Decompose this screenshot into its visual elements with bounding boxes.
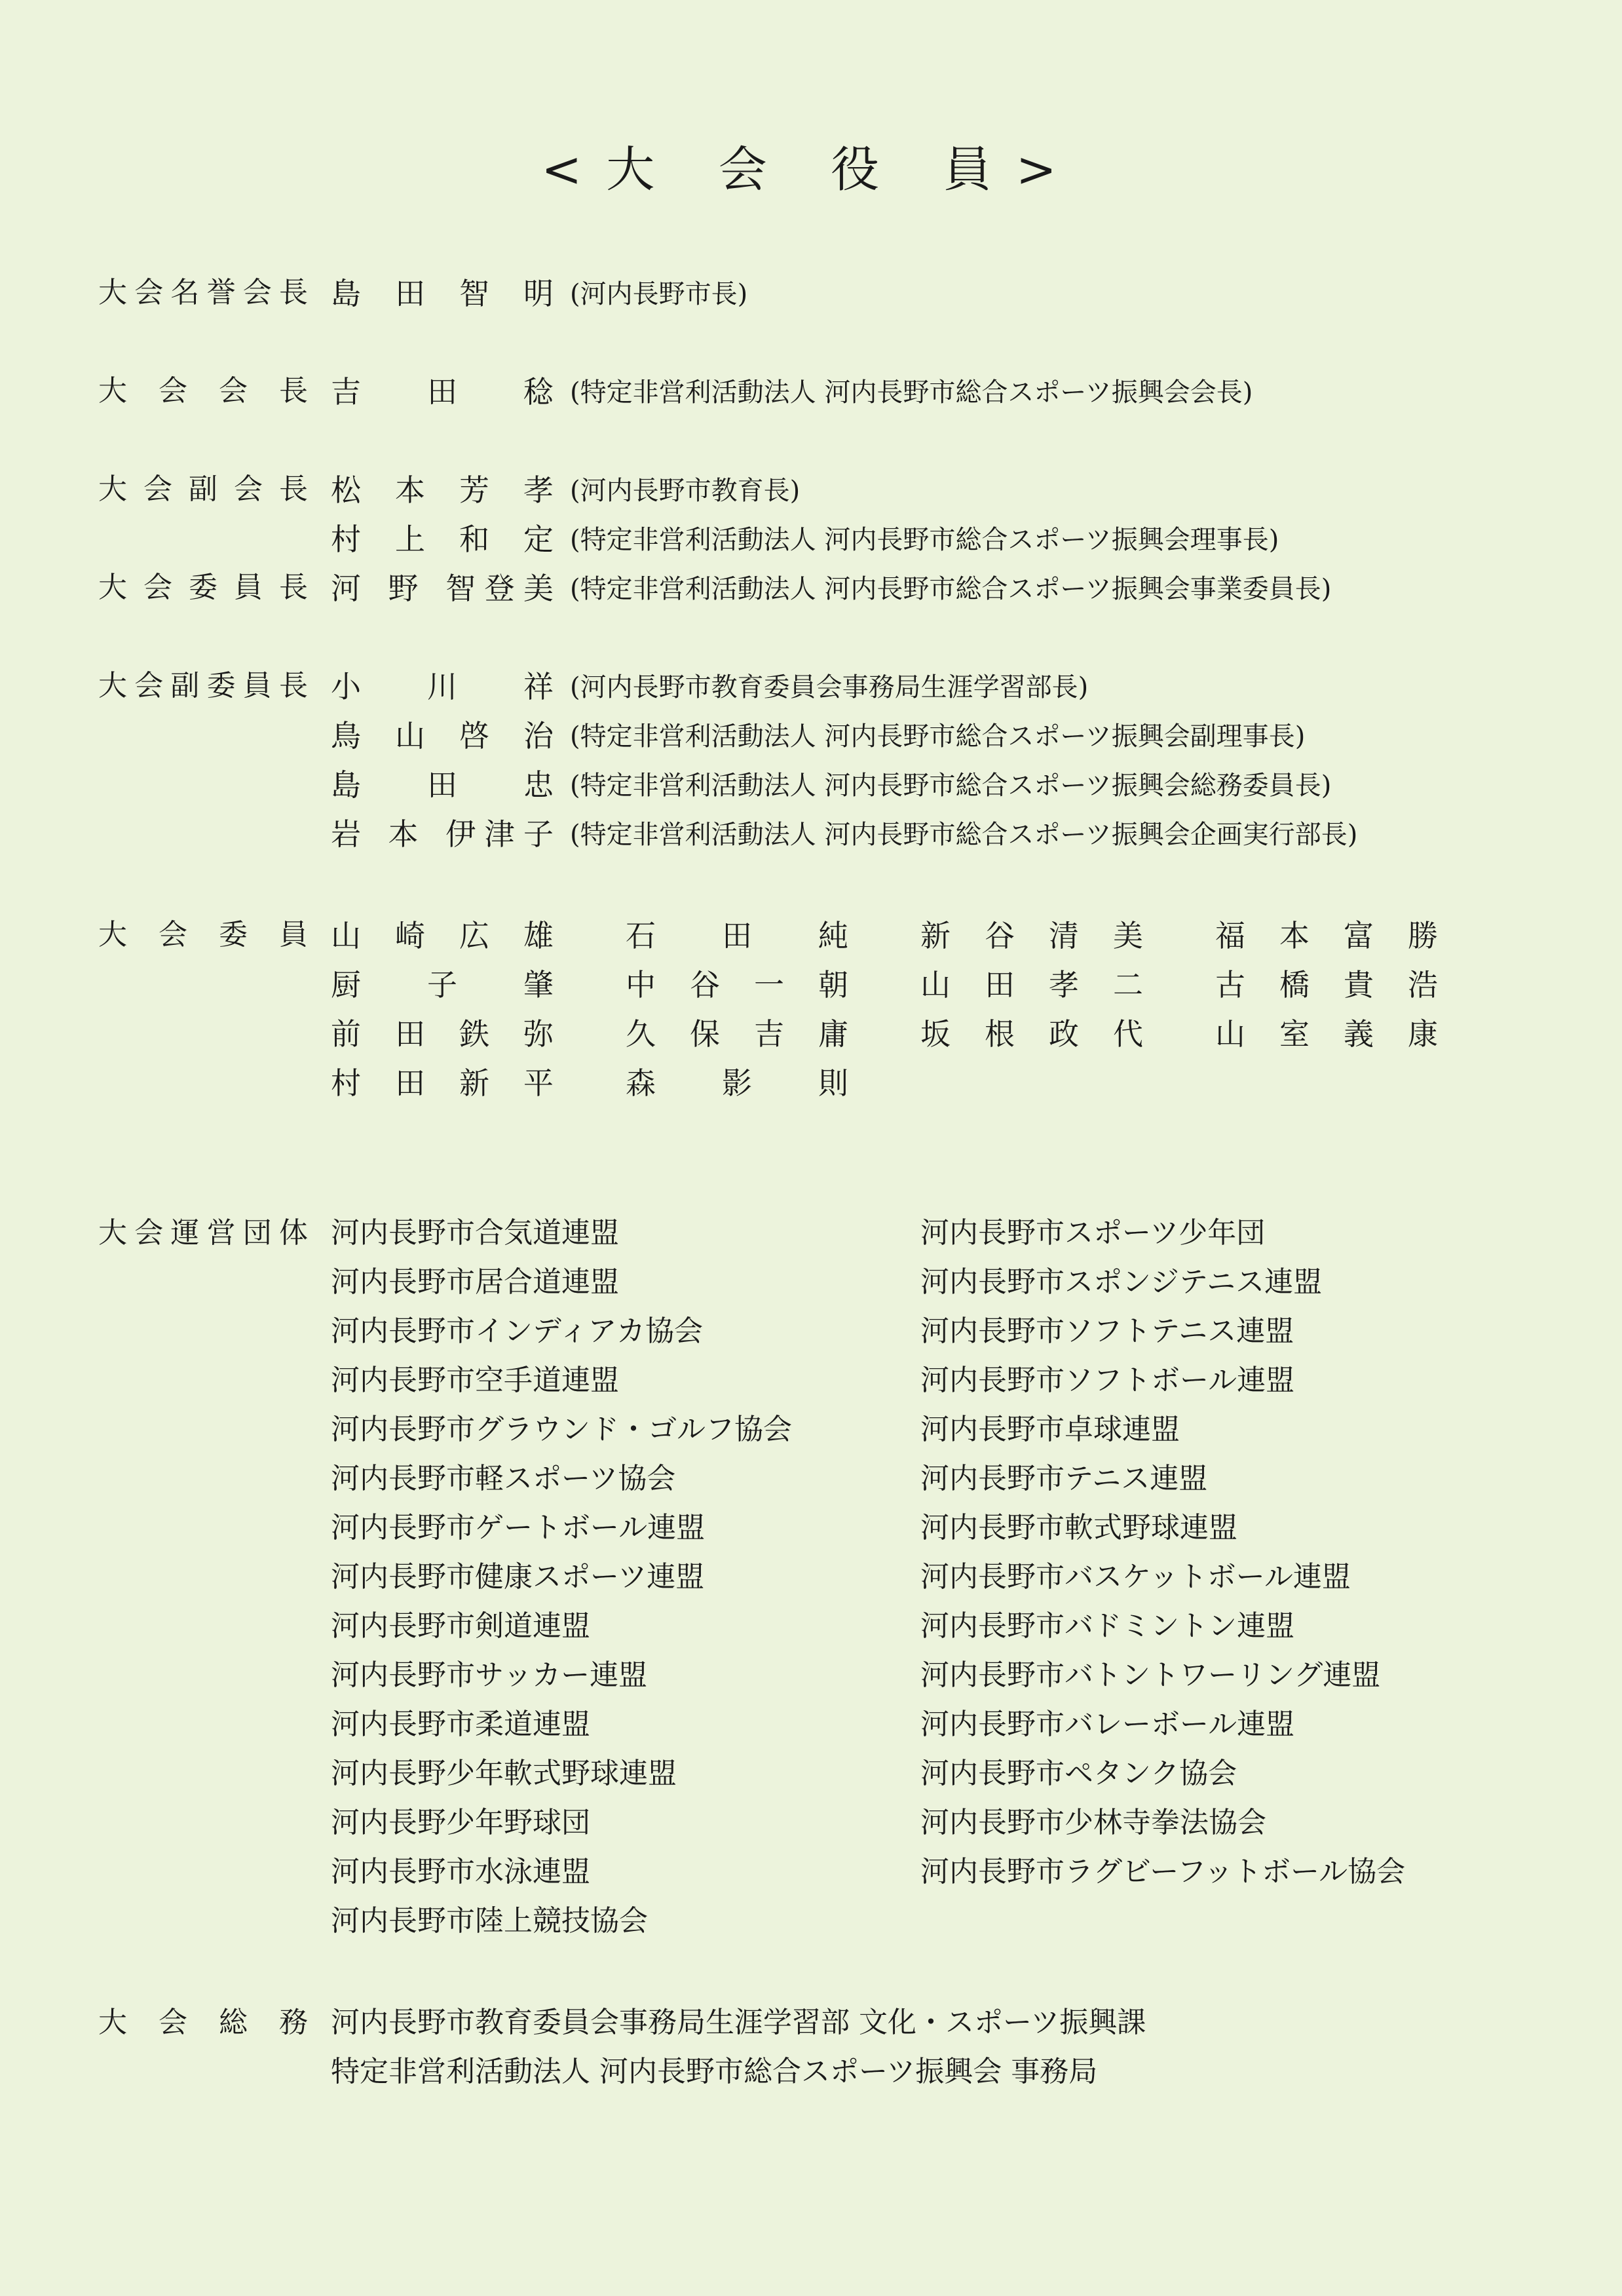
organization-item: 河内長野市ソフトテニス連盟: [920, 1314, 1294, 1348]
organization-item: 河内長野市居合道連盟: [331, 1265, 619, 1299]
organization-item: 河内長野市ソフトボール連盟: [920, 1364, 1295, 1397]
organization-item: 河内長野市サッカー連盟: [331, 1658, 648, 1692]
organization-item: 河内長野市バスケットボール連盟: [920, 1560, 1351, 1594]
member-name: 久 保 吉 庸: [626, 1016, 848, 1052]
organization-item: 河内長野市柔道連盟: [331, 1708, 590, 1741]
organization-item: 河内長野市軟式野球連盟: [920, 1511, 1237, 1544]
organization-item: 河内長野市少林寺拳法協会: [920, 1806, 1266, 1839]
officer-affiliation: (特定非営利活動法人 河内長野市総合スポーツ振興会総務委員長): [570, 771, 1332, 801]
member-name: 石 田 純: [626, 918, 848, 953]
officer-name: 吉 田 稔: [331, 374, 554, 410]
member-name: 坂 根 政 代: [920, 1016, 1143, 1052]
member-name: 森 影 則: [626, 1065, 848, 1101]
officer-name: 村 上 和 定: [331, 522, 554, 557]
organization-item: 河内長野市グラウンド・ゴルフ協会: [331, 1413, 792, 1446]
officer-affiliation: (河内長野市長): [570, 279, 748, 309]
organizations-role: 大会運営団体: [98, 1216, 308, 1250]
organization-item: 河内長野市スポーツ少年団: [920, 1216, 1266, 1250]
general-affairs-role: 大会総務: [98, 2006, 308, 2039]
officer-affiliation: (特定非営利活動法人 河内長野市総合スポーツ振興会副理事長): [570, 721, 1306, 752]
organization-item: 河内長野市インディアカ協会: [331, 1314, 704, 1348]
officer-name: 小 川 祥: [331, 669, 554, 704]
organization-item: 河内長野市剣道連盟: [331, 1609, 590, 1643]
member-name: 山 崎 広 雄: [331, 918, 554, 953]
officer-name: 島 田 智 明: [331, 276, 554, 311]
officer-name: 島 田 忠: [331, 767, 554, 803]
member-name: 山 田 孝 二: [920, 967, 1143, 1003]
organization-item: 河内長野少年軟式野球連盟: [331, 1757, 677, 1790]
organization-item: 河内長野市バトントワーリング連盟: [920, 1658, 1381, 1692]
member-name: 古 橋 貴 浩: [1215, 967, 1438, 1003]
officer-affiliation: (特定非営利活動法人 河内長野市総合スポーツ振興会理事長): [570, 525, 1279, 555]
member-name: 村 田 新 平: [331, 1065, 554, 1101]
organization-item: 河内長野市軽スポーツ協会: [331, 1462, 676, 1495]
organization-item: 河内長野市陸上競技協会: [331, 1904, 648, 1938]
officer-name: 鳥 山 啓 治: [331, 718, 554, 754]
member-name: 厨 子 肇: [331, 967, 554, 1003]
page-title: <大 会 役 員>: [541, 142, 1081, 198]
officer-role: 大会副会長: [98, 472, 308, 506]
organization-item: 河内長野市ラグビーフットボール協会: [920, 1855, 1406, 1888]
organization-item: 河内長野市ペタンク協会: [920, 1757, 1237, 1790]
officer-name: 河 野 智登美: [331, 571, 554, 606]
member-name: 中 谷 一 朝: [626, 967, 848, 1003]
members-role: 大会委員: [98, 918, 308, 951]
organization-item: 河内長野市テニス連盟: [920, 1462, 1208, 1495]
organization-item: 河内長野市卓球連盟: [920, 1413, 1180, 1446]
general-affairs-item: 河内長野市教育委員会事務局生涯学習部 文化・スポーツ振興課: [331, 2006, 1146, 2039]
organization-item: 河内長野市ゲートボール連盟: [331, 1511, 706, 1544]
organization-item: 河内長野市バドミントン連盟: [920, 1609, 1295, 1643]
officer-role: 大会委員長: [98, 571, 308, 604]
member-name: 新 谷 清 美: [920, 918, 1143, 953]
organization-item: 河内長野市空手道連盟: [331, 1364, 619, 1397]
member-name: 山 室 義 康: [1215, 1016, 1438, 1052]
officer-name: 岩 本 伊津子: [331, 816, 554, 852]
organization-item: 河内長野市合気道連盟: [331, 1216, 619, 1250]
officer-name: 松 本 芳 孝: [331, 472, 554, 508]
general-affairs-item: 特定非営利活動法人 河内長野市総合スポーツ振興会 事務局: [331, 2055, 1098, 2088]
officer-affiliation: (河内長野市教育委員会事務局生涯学習部長): [570, 672, 1089, 702]
officer-affiliation: (特定非営利活動法人 河内長野市総合スポーツ振興会事業委員長): [570, 574, 1332, 604]
officer-affiliation: (特定非営利活動法人 河内長野市総合スポーツ振興会企画実行部長): [570, 820, 1358, 850]
organization-item: 河内長野市健康スポーツ連盟: [331, 1560, 705, 1594]
member-name: 福 本 富 勝: [1215, 918, 1438, 953]
officer-role: 大会名誉会長: [98, 276, 308, 309]
organization-item: 河内長野少年野球団: [331, 1806, 590, 1839]
organization-item: 河内長野市水泳連盟: [331, 1855, 590, 1888]
member-name: 前 田 鉄 弥: [331, 1016, 554, 1052]
organization-item: 河内長野市バレーボール連盟: [920, 1708, 1295, 1741]
officer-role: 大会会長: [98, 374, 308, 408]
organization-item: 河内長野市スポンジテニス連盟: [920, 1265, 1323, 1299]
officer-affiliation: (河内長野市教育長): [570, 476, 801, 506]
officer-affiliation: (特定非営利活動法人 河内長野市総合スポーツ振興会会長): [570, 377, 1253, 408]
officer-role: 大会副委員長: [98, 669, 308, 702]
